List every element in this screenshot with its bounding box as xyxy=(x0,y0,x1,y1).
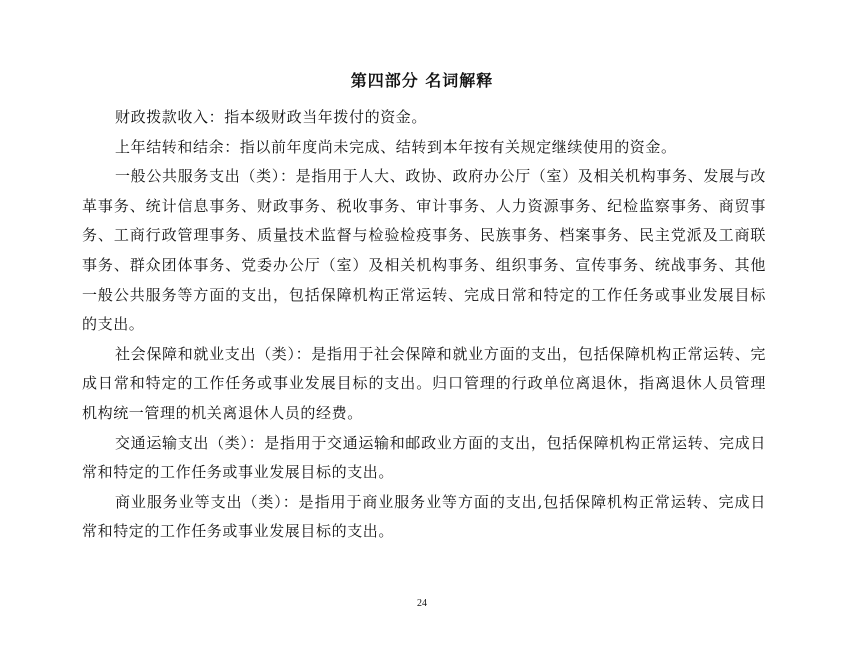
definition-social-security-employment: 社会保障和就业支出（类）：是指用于社会保障和就业方面的支出，包括保障机构正常运转、完成日常和特定的工作任务或事业发展目标的支出。归口管理的行政单位离退休，指离退休人员管理机构统一管理的机关离退休人员的经费。 xyxy=(82,344,766,422)
definition-transportation: 交通运输支出（类）：是指用于交通运输和邮政业方面的支出，包括保障机构正常运转、完成日常和特定的工作任务或事业发展目标的支出。 xyxy=(82,433,766,482)
definitions-body xyxy=(82,103,766,547)
definition-general-public-services: 一般公共服务支出（类）：是指用于人大、政协、政府办公厅（室）及相关机构事务、发展与改革事务、统计信息事务、财政事务、税收事务、审计事务、人力资源事务、纪检监察事务、商贸事务、工商行政管理事务、质量技术监督与检验检疫事务、民族事务、档案事务、民主党派及工商联事务、群众团体事务、党委办公厅（室）及相关机构事务、组织事务、宣传事务、统战事务、其他一般公共服务等方面的支出，包括保障机构正常运转、完成日常和特定的工作任务或事业发展目标的支出。 xyxy=(82,167,766,334)
page-number: 24 xyxy=(417,598,427,609)
definition-prior-year-carryover: 上年结转和结余：指以前年度尚未完成、结转到本年按有关规定继续使用的资金。 xyxy=(115,137,677,156)
section-title: 第四部分 名词解释 xyxy=(350,71,494,90)
definition-commercial-services: 商业服务业等支出（类）：是指用于商业服务业等方面的支出,包括保障机构正常运转、完成日常和特定的工作任务或事业发展目标的支出。 xyxy=(82,492,766,541)
definition-fiscal-appropriation-income: 财政拨款收入：指本级财政当年拨付的资金。 xyxy=(115,108,428,126)
